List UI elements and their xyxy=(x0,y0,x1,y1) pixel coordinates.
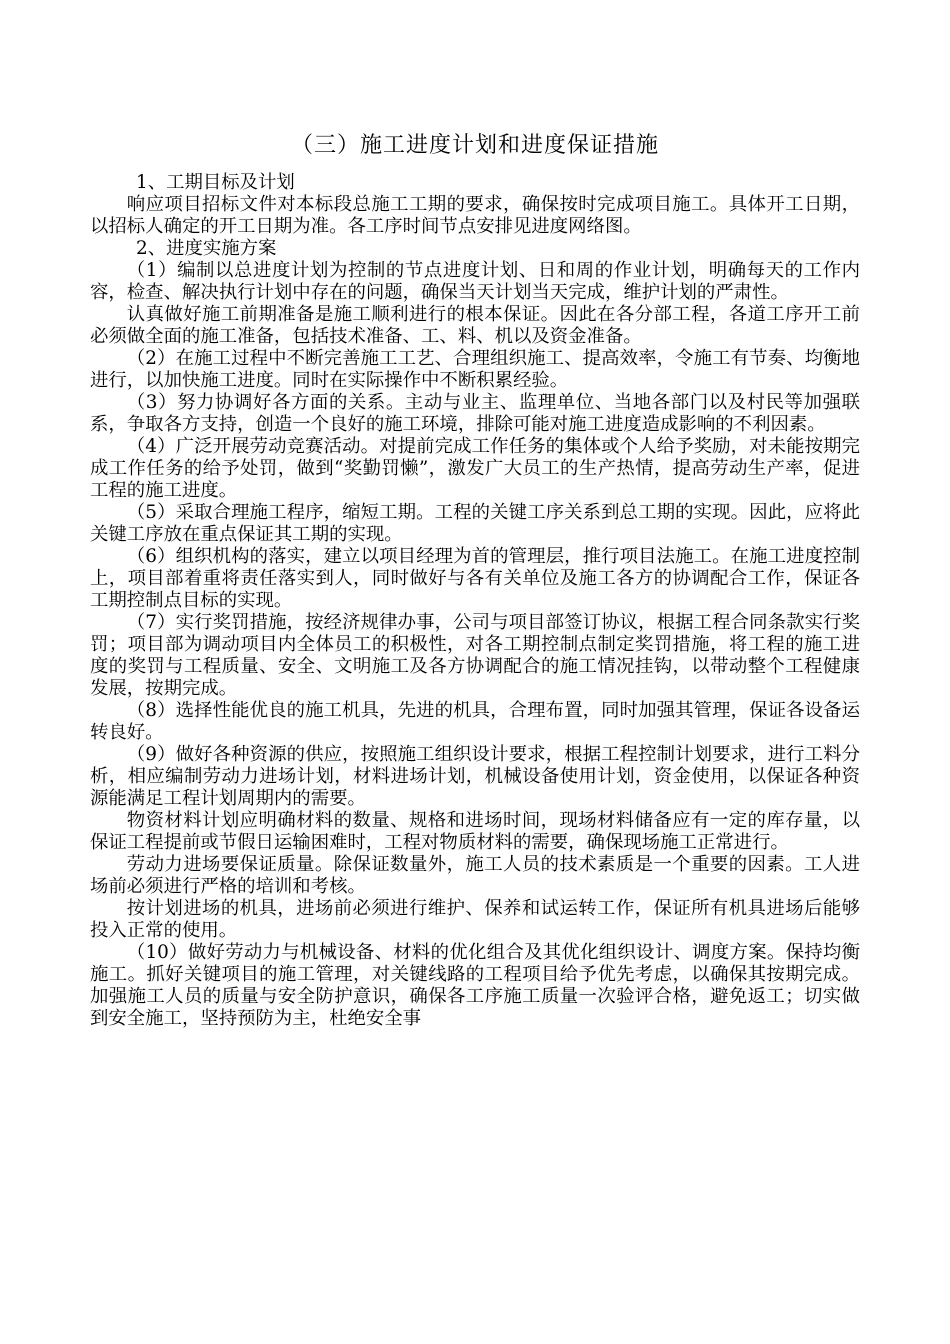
section-heading-schedule-goal: 1、工期目标及计划 xyxy=(136,172,295,193)
paragraph-item-9: （9）做好各种资源的供应，按照施工组织设计要求，根据工程控制计划要求，进行工料分析，相应编制劳动力进场计划，材料进场计划，机械设备使用计划，资金使用，以保证各种资源能满足工程计划周期内的需要。 xyxy=(90,744,860,809)
paragraph-labor-quality: 劳动力进场要保证质量。除保证数量外，施工人员的技术素质是一个重要的因素。工人进场前必须进行严格的培训和考核。 xyxy=(90,854,860,897)
paragraph-item-4: （4）广泛开展劳动竞赛活动。对提前完成工作任务的集体或个人给予奖励，对未能按期完成工作任务的给予处罚，做到“奖勤罚懒”，激发广大员工的生产热情，提高劳动生产率，促进工程的施工进度。 xyxy=(90,436,860,501)
paragraph-item-3: （3）努力协调好各方面的关系。主动与业主、监理单位、当地各部门以及村民等加强联系，争取各方支持，创造一个良好的施工环境，排除可能对施工进度造成影响的不利因素。 xyxy=(90,392,860,435)
paragraph-preparation: 认真做好施工前期准备是施工顺利进行的根本保证。因此在各分部工程，各道工序开工前必须做全面的施工准备，包括技术准备、工、料、机以及资金准备。 xyxy=(90,304,860,347)
paragraph-item-6: （6）组织机构的落实，建立以项目经理为首的管理层，推行项目法施工。在施工进度控制上，项目部着重将责任落实到人，同时做好与各有关单位及施工各方的协调配合工作，保证各工期控制点目标的实现。 xyxy=(90,546,860,611)
document-page xyxy=(90,128,860,1030)
section-heading-implementation-plan: 2、进度实施方案 xyxy=(136,238,277,259)
paragraph-materials-plan: 物资材料计划应明确材料的数量、规格和进场时间，现场材料储备应有一定的库存量，以保证工程提前或节假日运输困难时，工程对物质材料的需要，确保现场施工正常进行。 xyxy=(90,810,860,853)
paragraph-item-8: （8）选择性能优良的施工机具，先进的机具，合理布置，同时加强其管理，保证各设备运转良好。 xyxy=(90,700,860,743)
paragraph-machinery: 按计划进场的机具，进场前必须进行维护、保养和试运转工作，保证所有机具进场后能够投入正常的使用。 xyxy=(90,898,860,941)
paragraph-item-7: （7）实行奖罚措施，按经济规律办事，公司与项目部签订协议，根据工程合同条款实行奖罚；项目部为调动项目内全体员工的积极性，对各工期控制点制定奖罚措施，将工程的施工进度的奖罚与工程质量、安全、文明施工及各方协调配合的施工情况挂钩，以带动整个工程健康发展，按期完成。 xyxy=(90,612,860,699)
paragraph-item-10: （10）做好劳动力与机械设备、材料的优化组合及其优化组织设计、调度方案。保持均衡施工。抓好关键项目的施工管理，对关键线路的工程项目给予优先考虑，以确保其按期完成。加强施工人员的质量与安全防护意识，确保各工序施工质量一次验评合格，避免返工；切实做到安全施工，坚持预防为主，杜绝安全事 xyxy=(90,942,860,1029)
paragraph-schedule-response: 响应项目招标文件对本标段总施工工期的要求，确保按时完成项目施工。具体开工日期，以招标人确定的开工日期为准。各工序时间节点安排见进度网络图。 xyxy=(90,194,860,237)
document-title: （三）施工进度计划和进度保证措施 xyxy=(290,133,659,158)
paragraph-item-1: （1）编制以总进度计划为控制的节点进度计划、日和周的作业计划，明确每天的工作内容，检查、解决执行计划中存在的问题，确保当天计划当天完成，维护计划的严肃性。 xyxy=(90,260,860,303)
paragraph-item-5: （5）采取合理施工程序，缩短工期。工程的关键工序关系到总工期的实现。因此，应将此关键工序放在重点保证其工期的实现。 xyxy=(90,502,860,545)
paragraph-item-2: （2）在施工过程中不断完善施工工艺、合理组织施工、提高效率，令施工有节奏、均衡地进行，以加快施工进度。同时在实际操作中不断积累经验。 xyxy=(90,348,860,391)
